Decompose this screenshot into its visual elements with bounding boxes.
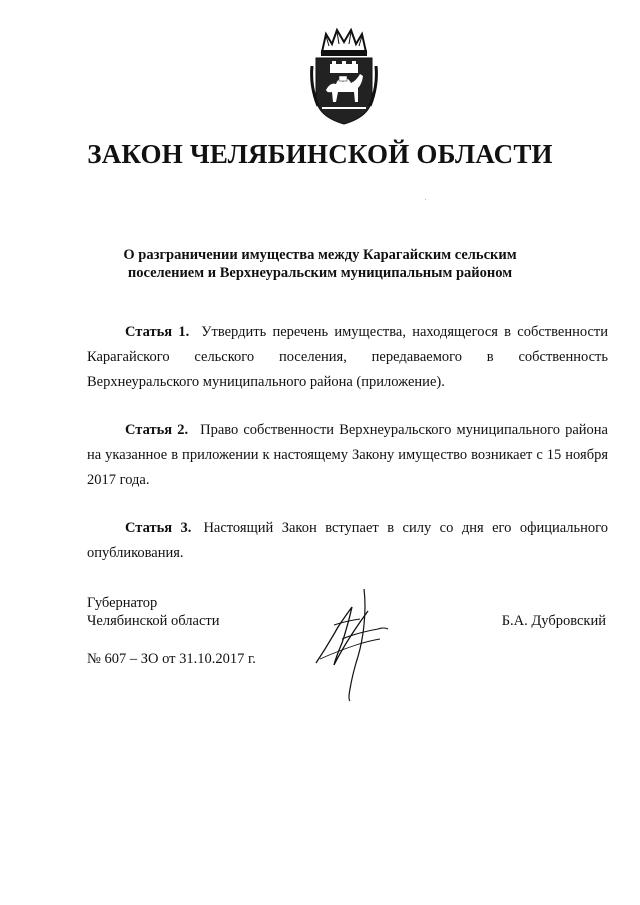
governor-position-line-1: Губернатор bbox=[87, 595, 158, 611]
scan-speck bbox=[425, 199, 426, 200]
document-title: ЗАКОН ЧЕЛЯБИНСКОЙ ОБЛАСТИ bbox=[87, 139, 553, 169]
governor-position bbox=[87, 594, 220, 630]
document-subtitle bbox=[100, 246, 540, 282]
article-2 bbox=[87, 418, 608, 493]
article-1-text: Утвердить перечень имущества, находящегося в собственности Карагайского сельского поселения, передаваемого в собственность Верхнеуральского муниципального района (приложение). bbox=[87, 324, 608, 390]
article-3-text: Настоящий Закон вступает в силу со дня его официального опубликования. bbox=[87, 520, 609, 561]
article-3-label: Статья 3. bbox=[125, 520, 192, 536]
subtitle-line-1: О разграничении имущества между Карагайским сельским bbox=[123, 247, 517, 263]
law-number-date: № 607 – ЗО от 31.10.2017 г. bbox=[87, 651, 256, 667]
article-2-text: Право собственности Верхнеуральского муниципального района на указанное в приложении к настоящему Закону имущество возникает с 15 ноября 2017 года. bbox=[87, 422, 608, 488]
article-3 bbox=[87, 516, 608, 566]
subtitle-line-2: поселением и Верхнеуральским муниципальным районом bbox=[127, 265, 513, 281]
handwritten-signature bbox=[308, 585, 398, 705]
article-1-label: Статья 1. bbox=[125, 324, 190, 340]
governor-name: Б.А. Дубровский bbox=[501, 613, 606, 629]
article-1 bbox=[87, 320, 608, 395]
coat-of-arms-icon bbox=[308, 26, 380, 126]
article-2-label: Статья 2. bbox=[125, 422, 189, 438]
governor-position-line-2: Челябинской области bbox=[87, 613, 220, 629]
